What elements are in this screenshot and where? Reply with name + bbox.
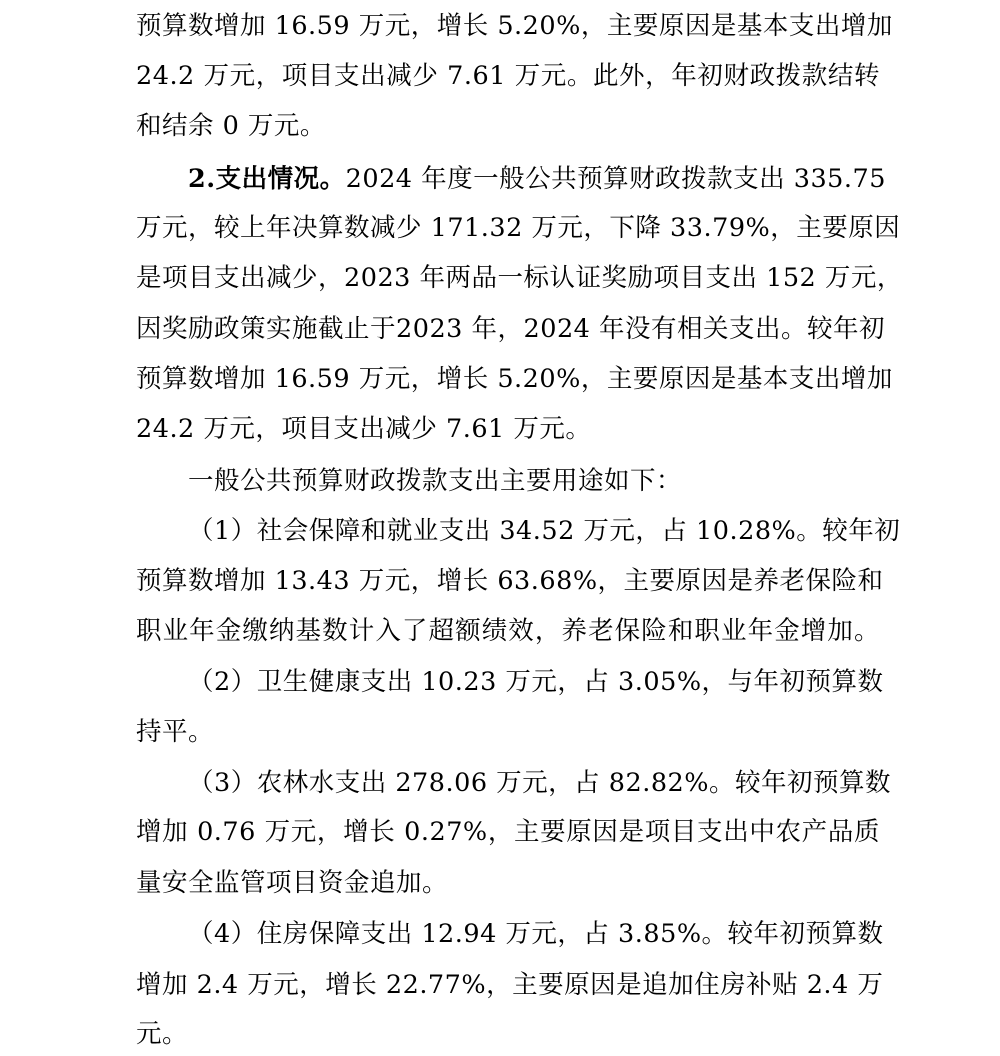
text-line: 增加 0.76 万元，增长 0.27%，主要原因是项目支出中农产品质 (136, 817, 880, 847)
text-line: 24.2 万元，项目支出减少 7.61 万元。此外，年初财政拨款结转 (136, 61, 880, 91)
text-line: 24.2 万元，项目支出减少 7.61 万元。 (136, 414, 592, 444)
text-line: 因奖励政策实施截止于2023 年，2024 年没有相关支出。较年初 (136, 314, 886, 344)
text-line: 和结余 0 万元。 (136, 111, 326, 141)
text-line: 预算数增加 13.43 万元，增长 63.68%，主要原因是养老保险和 (136, 566, 884, 596)
text-line: 量安全监管项目资金追加。 (136, 868, 449, 898)
text-line: （3）农林水支出 278.06 万元，占 82.82%。较年初预算数 (188, 768, 891, 798)
section-heading-line (188, 159, 886, 199)
text-line: 元。 (136, 1019, 189, 1049)
text-line: （1）社会保障和就业支出 34.52 万元，占 10.28%。较年初 (188, 516, 901, 546)
text-line: （4）住房保障支出 12.94 万元，占 3.85%。较年初预算数 (188, 919, 884, 949)
text-line: 2024 年度一般公共预算财政拨款支出 335.75 (345, 164, 886, 194)
text-line: 职业年金缴纳基数计入了超额绩效，养老保险和职业年金增加。 (136, 616, 880, 646)
text-line: 一般公共预算财政拨款支出主要用途如下： (188, 466, 683, 496)
text-line: 预算数增加 16.59 万元，增长 5.20%，主要原因是基本支出增加 (136, 364, 893, 394)
text-line: 持平。 (136, 717, 215, 747)
text-line: 是项目支出减少，2023 年两品一标认证奖励项目支出 152 万元， (136, 263, 903, 293)
text-line: 万元，较上年决算数减少 171.32 万元，下降 33.79%，主要原因 (136, 213, 901, 243)
section-heading: 2.支出情况。 (188, 164, 346, 194)
text-line: 增加 2.4 万元，增长 22.77%，主要原因是追加住房补贴 2.4 万 (136, 970, 884, 1000)
text-line: 预算数增加 16.59 万元，增长 5.20%，主要原因是基本支出增加 (136, 11, 893, 41)
text-line: （2）卫生健康支出 10.23 万元，占 3.05%，与年初预算数 (188, 667, 884, 697)
